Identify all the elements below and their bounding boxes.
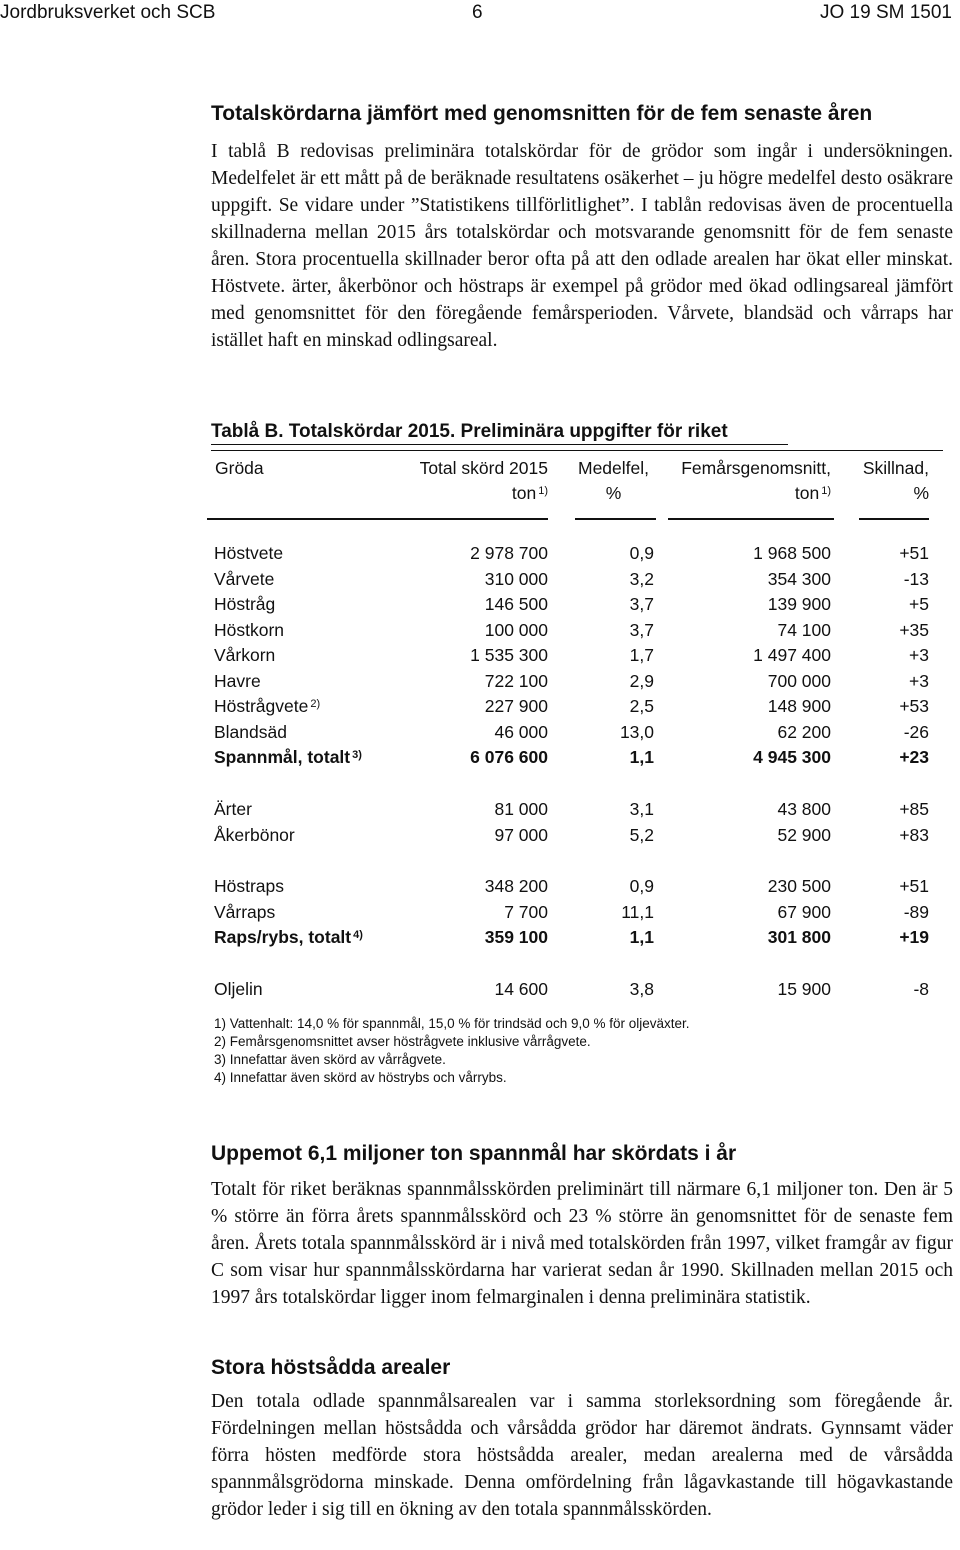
crop-name: Oljelin (214, 979, 263, 999)
column-header-se-line2: % (605, 483, 622, 503)
column-header-crop: Gröda (215, 458, 264, 478)
cell-crop (214, 669, 261, 694)
footnote-ref: 4) (353, 929, 363, 941)
table-row (0, 720, 960, 745)
cell-total: 14 600 (494, 979, 548, 999)
column-header-avg (681, 456, 831, 506)
crop-name: Ärter (214, 799, 252, 819)
cell-total: 2 978 700 (470, 543, 548, 563)
section-paragraph-grain-harvest: Totalt för riket beräknas spannmålsskörden preliminärt till närmare 6,1 miljoner ton. Den är 5 % större än förra årets spannmålsskörd och 23 % större än genomsnittet för de senaste fem åren. Årets totala spannmålsskörd är i nivå med totalskörden från 1997, vilket framgår av figur C som visar hur spannmålsskördarna har varierat sedan år 1990. Skillnaden mellan 2015 och 1997 års totalskördar ligger inom felmarginalen i denna preliminära statistik. (211, 1179, 953, 1308)
footnote-4: 4) Innefattar även skörd av höstrybs och vårrybs. (214, 1070, 507, 1085)
page-number: 6 (472, 2, 483, 23)
cell-total: 1 535 300 (470, 645, 548, 665)
cell-crop (214, 874, 284, 899)
table-row (0, 797, 960, 822)
cell-se: 2,9 (629, 671, 654, 691)
header-rule-se (575, 518, 656, 520)
cell-se: 3,2 (629, 569, 654, 589)
section-heading-autumn-sown: Stora höstsådda arealer (211, 1356, 451, 1379)
cell-se: 3,8 (629, 979, 654, 999)
cell-avg: 700 000 (767, 671, 831, 691)
cell-diff: -26 (903, 722, 929, 742)
crop-name: Åkerbönor (214, 825, 295, 845)
column-header-se-line1: Medelfel, (578, 458, 650, 478)
cell-crop (214, 900, 275, 925)
crop-name: Höstråg (214, 594, 276, 614)
cell-avg: 301 800 (767, 927, 831, 947)
table-row (0, 925, 960, 950)
crop-name: Spannmål, totalt (214, 747, 351, 767)
header-series-id: JO 19 SM 1501 (819, 2, 952, 23)
cell-avg: 62 200 (777, 722, 831, 742)
cell-diff: +3 (909, 645, 929, 665)
cell-diff: +51 (899, 543, 929, 563)
cell-total: 46 000 (494, 722, 548, 742)
cell-crop (214, 567, 274, 592)
crop-name: Vårkorn (214, 645, 276, 665)
column-header-total (420, 456, 548, 506)
table-row (0, 977, 960, 1002)
cell-diff: +19 (899, 927, 929, 947)
section-heading-totals: Totalskördarna jämfört med genomsnitten för de fem senaste åren (211, 102, 873, 125)
cell-avg: 15 900 (777, 979, 831, 999)
cell-avg: 230 500 (767, 876, 831, 896)
cell-se: 0,9 (629, 543, 654, 563)
cell-total: 6 076 600 (470, 747, 548, 767)
crop-name: Höstvete (214, 543, 284, 563)
cell-crop (214, 592, 275, 617)
header-rule-avg (668, 518, 834, 520)
column-header-diff-line1: Skillnad, (862, 458, 929, 478)
cell-total: 227 900 (484, 696, 548, 716)
cell-diff: +3 (909, 671, 929, 691)
cell-se: 13,0 (619, 722, 654, 742)
header-rule-diff (859, 518, 929, 520)
cell-avg: 354 300 (767, 569, 831, 589)
section-paragraph-totals: I tablå B redovisas preliminära totalskördar för de grödor som ingår i undersökningen. Medelfelet är ett mått på de beräknade resultatens osäkerhet – ju högre medelfel desto osäkrare uppgift. Se vidare under ”Statistikens tillförlitlighet”. I tablån redovisas även de procentuella skillnaderna mellan 2015 års totalskördar och motsvarande genomsnitt för de fem senaste åren. Stora procentuella skillnader beror ofta på att den odlade arealen har ökat eller minskat. Höstvete. ärter, åkerbönor och höstraps är exempel på grödor med ökad odlingsareal jämfört med genomsnittet för den föregående femårsperioden. Vårvete, blandsäd och vårraps har istället haft en minskad odlingsareal. (211, 141, 953, 351)
cell-crop (214, 925, 363, 950)
cell-total: 359 100 (484, 927, 548, 947)
cell-crop (214, 720, 287, 745)
table-row (0, 618, 960, 643)
cell-diff: +35 (899, 620, 929, 640)
cell-avg: 148 900 (767, 696, 831, 716)
table-row (0, 900, 960, 925)
column-header-total-footnote-ref: 1) (538, 485, 548, 497)
column-header-total-line1: Total skörd 2015 (419, 458, 548, 478)
section-heading-grain-harvest: Uppemot 6,1 miljoner ton spannmål har skördats i år (211, 1142, 737, 1165)
column-header-avg-line2 (681, 481, 831, 506)
cell-avg: 52 900 (777, 825, 831, 845)
table-row (0, 874, 960, 899)
header-rule-total (207, 518, 548, 520)
table-row (0, 669, 960, 694)
cell-diff: +5 (909, 594, 929, 614)
cell-diff: -8 (913, 979, 929, 999)
cell-avg: 74 100 (777, 620, 831, 640)
cell-avg: 67 900 (777, 902, 831, 922)
column-header-avg-footnote-ref: 1) (821, 485, 831, 497)
footnote-ref: 3) (352, 749, 362, 761)
crop-name: Höstkorn (214, 620, 285, 640)
cell-total: 97 000 (494, 825, 548, 845)
column-header-total-unit: ton (511, 483, 537, 503)
crop-name: Vårvete (214, 569, 275, 589)
cell-crop (214, 694, 320, 719)
table-row (0, 567, 960, 592)
cell-total: 146 500 (484, 594, 548, 614)
cell-se: 1,7 (629, 645, 654, 665)
cell-diff: +85 (899, 799, 929, 819)
crop-name: Raps/rybs, totalt (214, 927, 352, 947)
table-row (0, 823, 960, 848)
crop-name: Höstrågvete (214, 696, 309, 716)
cell-avg: 1 968 500 (753, 543, 831, 563)
table-row (0, 694, 960, 719)
cell-crop (214, 541, 283, 566)
cell-avg: 43 800 (777, 799, 831, 819)
table-row (0, 541, 960, 566)
footnote-1: 1) Vattenhalt: 14,0 % för spannmål, 15,0 % för trindsäd och 9,0 % för oljeväxter. (214, 1016, 690, 1031)
crop-name: Vårraps (214, 902, 276, 922)
table-row (0, 592, 960, 617)
footnote-2: 2) Femårsgenomsnittet avser höstrågvete inklusive vårrågvete. (214, 1034, 591, 1049)
column-header-diff (863, 456, 929, 506)
column-header-avg-line1: Femårsgenomsnitt, (681, 458, 831, 478)
cell-se: 3,1 (629, 799, 654, 819)
column-header-se (578, 456, 649, 506)
table-row (0, 745, 960, 770)
cell-se: 3,7 (629, 620, 654, 640)
cell-diff: -13 (903, 569, 929, 589)
cell-avg: 139 900 (767, 594, 831, 614)
cell-crop (214, 643, 275, 668)
cell-avg: 1 497 400 (753, 645, 831, 665)
crop-name: Havre (214, 671, 261, 691)
cell-diff: +83 (899, 825, 929, 845)
cell-avg: 4 945 300 (753, 747, 831, 767)
cell-diff: -89 (903, 902, 929, 922)
table-row (0, 643, 960, 668)
cell-se: 2,5 (629, 696, 654, 716)
cell-crop (214, 823, 295, 848)
crop-name: Blandsäd (214, 722, 287, 742)
cell-se: 0,9 (629, 876, 654, 896)
cell-se: 1,1 (629, 927, 654, 947)
column-header-avg-unit: ton (794, 483, 820, 503)
cell-crop (214, 797, 252, 822)
cell-crop (214, 977, 263, 1002)
cell-diff: +51 (899, 876, 929, 896)
cell-diff: +53 (899, 696, 929, 716)
cell-total: 7 700 (504, 902, 548, 922)
cell-se: 1,1 (629, 747, 654, 767)
cell-se: 11,1 (621, 902, 654, 922)
cell-crop (214, 745, 362, 770)
cell-se: 5,2 (629, 825, 654, 845)
cell-total: 100 000 (484, 620, 548, 640)
cell-se: 3,7 (629, 594, 654, 614)
cell-diff: +23 (899, 747, 929, 767)
header-publisher: Jordbruksverket och SCB (0, 2, 216, 23)
cell-total: 310 000 (484, 569, 548, 589)
footnote-ref: 2) (310, 698, 321, 710)
cell-crop (214, 618, 284, 643)
cell-total: 722 100 (484, 671, 548, 691)
cell-total: 348 200 (484, 876, 548, 896)
column-header-diff-line2: % (913, 483, 929, 503)
table-title-rule (211, 450, 943, 451)
table-title: Tablå B. Totalskördar 2015. Preliminära uppgifter för riket (211, 420, 788, 445)
footnote-3: 3) Innefattar även skörd av vårrågvete. (214, 1052, 446, 1067)
section-paragraph-autumn-sown: Den totala odlade spannmålsarealen var i samma storleksordning som föregående år. Fördelningen mellan höstsådda och vårsådda grödor har däremot ändrats. Gynnsamt väder förra hösten medförde stora höstsådda arealer, medan arealerna med de vårsådda spannmålsgrödorna minskade. Denna omfördelning från lågavkastande till högavkastande grödor leder i sig till en ökning av den totala spannmålsskörden. (211, 1391, 953, 1520)
column-header-total-line2 (420, 481, 548, 506)
crop-name: Höstraps (214, 876, 285, 896)
cell-total: 81 000 (494, 799, 548, 819)
